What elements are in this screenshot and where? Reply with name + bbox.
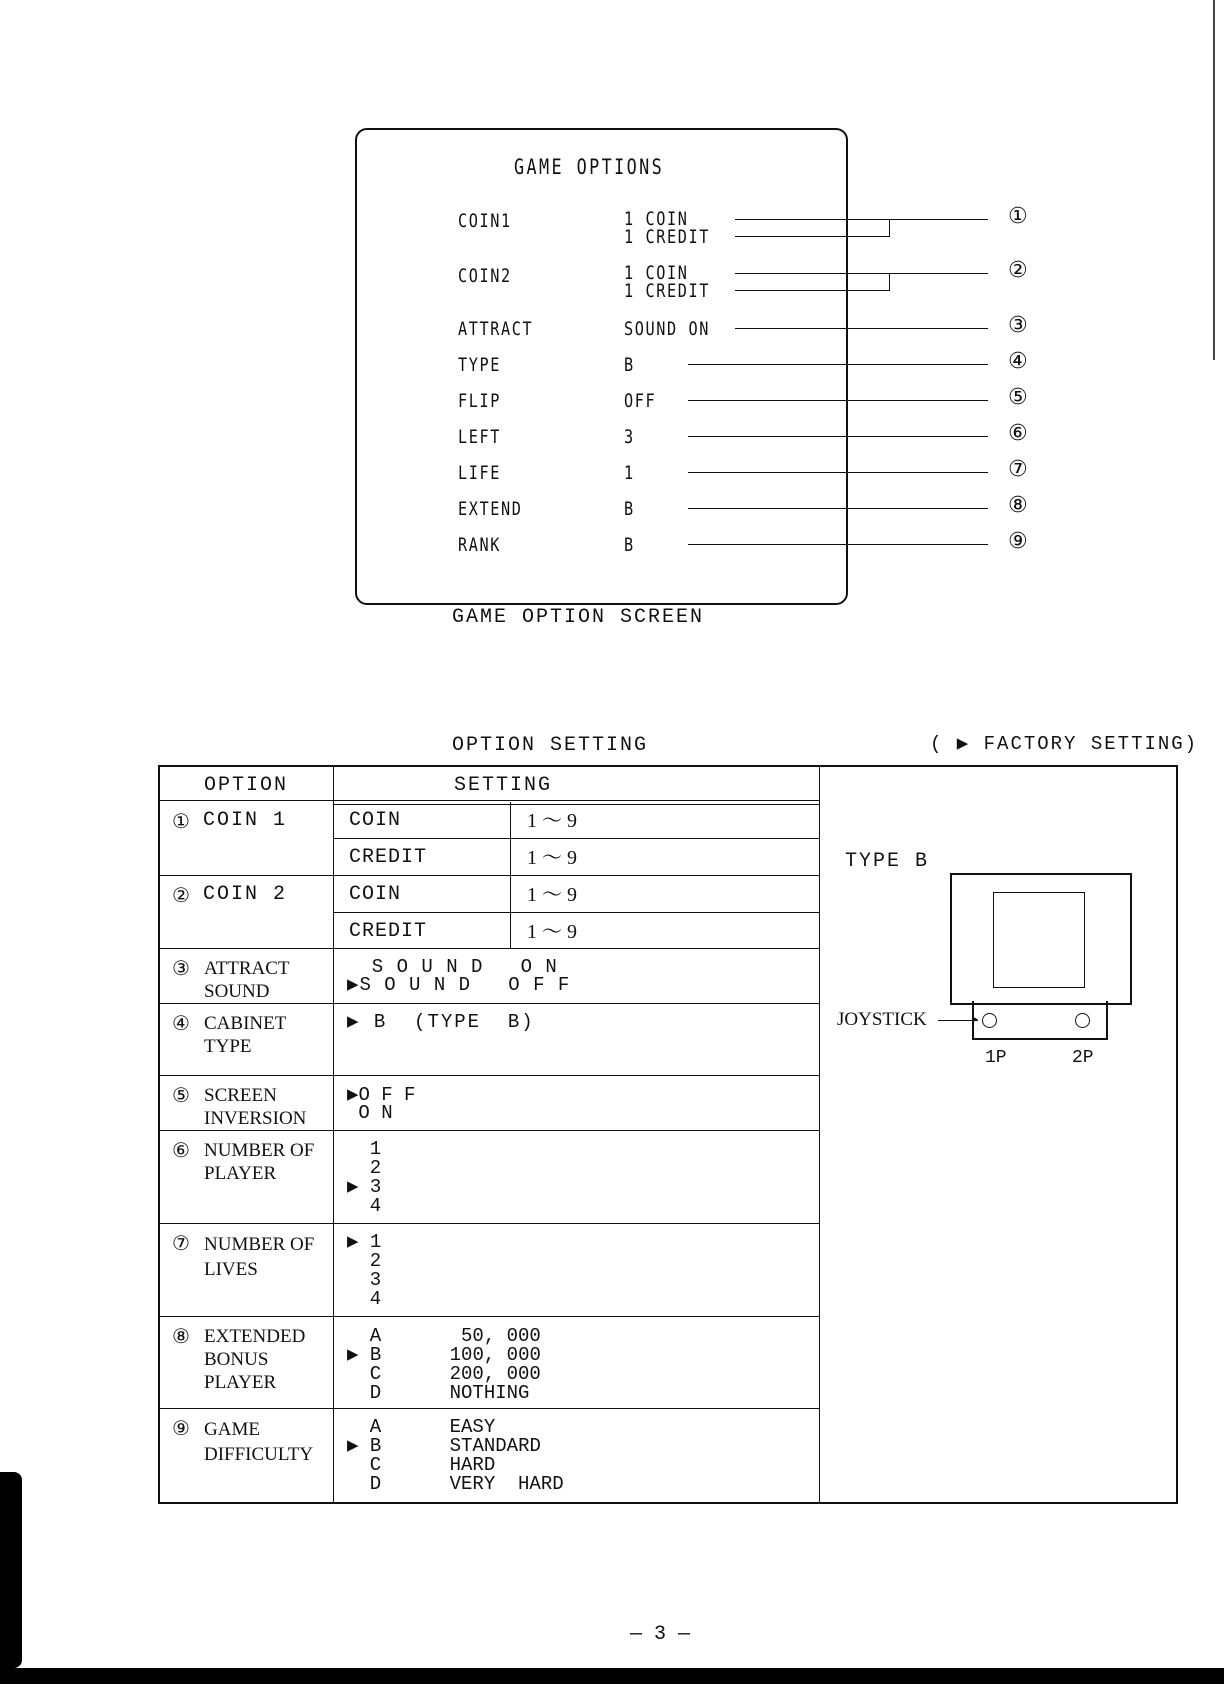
row-4-name: CABINET TYPE (204, 1013, 287, 1057)
row-1-coin-range: 1 ～ 9 (527, 810, 577, 832)
leader-line-8 (688, 508, 988, 509)
row-divider (158, 1223, 820, 1224)
leader-line-2b (735, 290, 890, 291)
screen-value-life: 1 (624, 462, 635, 484)
row-6-setting: 1 2 ▶ 3 4 (347, 1138, 382, 1217)
screen-label-coin1: COIN1 (458, 210, 512, 232)
row-divider (158, 875, 820, 876)
screen-value-attract: SOUND ON (624, 318, 711, 340)
marker-1: ① (1008, 204, 1028, 229)
row-6-name: NUMBER OF PLAYER (204, 1140, 315, 1184)
scan-bottom-bar (0, 1668, 1224, 1684)
marker-2: ② (1008, 258, 1028, 283)
row-divider (158, 1130, 820, 1131)
screen-label-type: TYPE (458, 354, 502, 376)
cabinet-screen (993, 892, 1085, 988)
row-3-num: ③ (172, 956, 190, 980)
marker-5: ⑤ (1008, 385, 1028, 410)
row-4-setting: ▶ B (TYPE B) (347, 1011, 535, 1033)
row-7-name: NUMBER OF LIVES (204, 1234, 315, 1280)
screen-value-coin1-bottom: 1 CREDIT (624, 226, 711, 248)
row-2-coin-range: 1 ～ 9 (527, 884, 577, 906)
row-6-num: ⑥ (172, 1138, 190, 1162)
marker-7: ⑦ (1008, 457, 1028, 482)
cabinet-type-label: TYPE B (845, 850, 930, 873)
leader-line-1 (735, 219, 988, 220)
label-2p: 2P (1072, 1048, 1094, 1068)
row-7-setting: ▶ 1 2 3 4 (347, 1231, 382, 1310)
arrow-right-icon: ▸ (973, 1014, 979, 1025)
row-3-setting: S O U N D O N ▶S O U N D O F F (347, 956, 571, 996)
row-divider (333, 838, 820, 839)
leader-line-2 (735, 273, 988, 274)
row-1-coin-label: COIN (349, 809, 402, 832)
row-3-name: ATTRACT SOUND (204, 958, 290, 1002)
row-1-credit-label: CREDIT (349, 846, 428, 869)
joystick-1p-icon (982, 1013, 997, 1028)
screen-label-attract: ATTRACT (458, 318, 534, 340)
scan-edge-mark (0, 1472, 22, 1668)
row-1-num: ① (172, 809, 190, 833)
page-number: — 3 — (630, 1623, 691, 1646)
screen-value-type: B (624, 354, 635, 376)
row-divider (158, 1316, 820, 1317)
leader-line-4 (688, 364, 988, 365)
row-1-name: COIN 1 (203, 809, 288, 832)
joystick-label: JOYSTICK (837, 1009, 927, 1030)
screen-value-rank: B (624, 534, 635, 556)
factory-setting-note: ( ▶ FACTORY SETTING) (930, 733, 1199, 755)
leader-line-5 (688, 400, 988, 401)
row-4-num: ④ (172, 1011, 190, 1035)
row-5-setting: ▶O F F O N (347, 1084, 416, 1124)
screen-value-coin2-bottom: 1 CREDIT (624, 280, 711, 302)
game-options-screen (355, 128, 848, 605)
screen-title: GAME OPTIONS (514, 155, 665, 179)
screen-value-extend: B (624, 498, 635, 520)
joystick-2p-icon (1075, 1013, 1090, 1028)
table-title: OPTION SETTING (452, 734, 649, 757)
screen-value-coin1-top: 1 COIN (624, 208, 689, 230)
leader-line-9 (688, 544, 988, 545)
leader-line-3 (735, 328, 988, 329)
row-1-credit-range: 1 ～ 9 (527, 847, 577, 869)
screen-value-coin2-top: 1 COIN (624, 262, 689, 284)
label-1p: 1P (985, 1048, 1007, 1068)
header-option: OPTION (204, 774, 289, 797)
row-divider (158, 1003, 820, 1004)
screen-label-extend: EXTEND (458, 498, 523, 520)
row-divider-header (158, 800, 820, 801)
scan-right-edge (1213, 0, 1215, 360)
leader-bracket-1 (889, 219, 890, 237)
leader-line-1b (735, 236, 890, 237)
row-5-name: SCREEN INVERSION (204, 1085, 307, 1129)
header-setting: SETTING (454, 774, 553, 797)
row-5-num: ⑤ (172, 1083, 190, 1107)
row-divider (158, 1075, 820, 1076)
screen-label-life: LIFE (458, 462, 502, 484)
row-8-name: EXTENDED BONUS PLAYER (204, 1326, 306, 1393)
marker-3: ③ (1008, 313, 1028, 338)
leader-line-7 (688, 472, 988, 473)
leader-bracket-2 (889, 273, 890, 291)
row-divider (158, 1408, 820, 1409)
leader-line-6 (688, 436, 988, 437)
marker-4: ④ (1008, 349, 1028, 374)
screen-value-left: 3 (624, 426, 635, 448)
row-2-credit-range: 1 ～ 9 (527, 921, 577, 943)
row-2-coin-label: COIN (349, 883, 402, 906)
screen-caption: GAME OPTION SCREEN (452, 606, 705, 629)
row-2-name: COIN 2 (203, 883, 288, 906)
screen-label-left: LEFT (458, 426, 502, 448)
row-9-name: GAME DIFFICULTY (204, 1419, 314, 1465)
row-8-num: ⑧ (172, 1324, 190, 1348)
row-divider-header2 (333, 804, 820, 805)
row-8-setting: A 50, 000 ▶ B 100, 000 C 200, 000 D NOTHING (347, 1325, 541, 1404)
marker-9: ⑨ (1008, 529, 1028, 554)
marker-6: ⑥ (1008, 421, 1028, 446)
screen-label-flip: FLIP (458, 390, 502, 412)
screen-value-flip: OFF (624, 390, 657, 412)
row-divider (333, 912, 820, 913)
joystick-pointer-line (938, 1020, 978, 1021)
row-2-num: ② (172, 883, 190, 907)
screen-label-coin2: COIN2 (458, 265, 512, 287)
row-9-num: ⑨ (172, 1416, 190, 1440)
row-divider (158, 948, 820, 949)
row-2-credit-label: CREDIT (349, 920, 428, 943)
marker-8: ⑧ (1008, 493, 1028, 518)
row-9-setting: A EASY ▶ B STANDARD C HARD D VERY HARD (347, 1416, 564, 1495)
screen-label-rank: RANK (458, 534, 502, 556)
row-7-num: ⑦ (172, 1231, 190, 1255)
